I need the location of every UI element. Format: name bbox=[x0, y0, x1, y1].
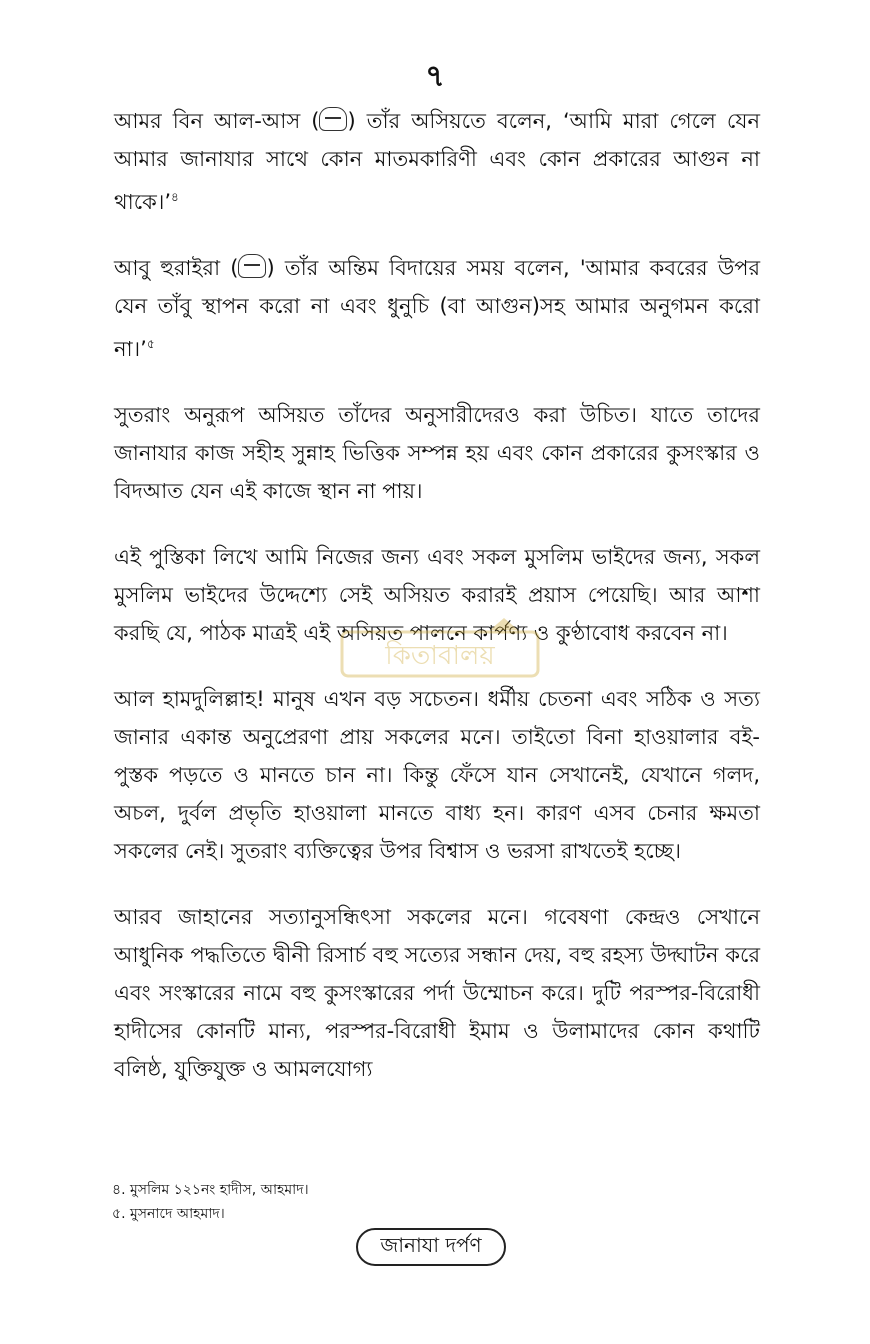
footnote-ref-5: ৫ bbox=[146, 337, 155, 351]
footnotes bbox=[112, 1178, 758, 1226]
footnote-4: ৪. মুসলিম ১২১নং হাদীস, আহমাদ। bbox=[112, 1182, 309, 1198]
paragraph-2 bbox=[114, 249, 760, 368]
paragraph-1-after: ) তাঁর অসিয়তে বলেন, ‘আমি মারা গেলে যেন আমার জানাযার সাথে কোন মাতমকারিণী এবং কোন প্রকারের আগুন না থাকে।’ bbox=[114, 109, 760, 214]
paragraph-2-before: আবু হুরাইরা ( bbox=[114, 256, 239, 280]
paragraph-1 bbox=[114, 102, 760, 221]
footnote-5: ৫. মুসনাদে আহমাদ। bbox=[112, 1206, 225, 1222]
paragraph-4: এই পুস্তিকা লিখে আমি নিজের জন্য এবং সকল মুসলিম ভাইদের জন্য, সকল মুসলিম ভাইদের উদ্দেশ্যে সেই অসিয়ত করারই প্রয়াস পেয়েছি। আর আশা করছি যে, পাঠক মাত্রই এই অসিয়ত পালনে কার্পণ্য ও কুণ্ঠাবোধ করবেন না। bbox=[114, 545, 760, 645]
paragraph-2-after: ) তাঁর অন্তিম বিদায়ের সময় বলেন, 'আমার কবরের উপর যেন তাঁবু স্থাপন করো না এবং ধুনুচি (বা আগুন)সহ আমার অনুগমন করো না।’ bbox=[114, 256, 760, 361]
honorific-symbol-icon bbox=[238, 254, 266, 278]
body-text bbox=[114, 102, 760, 1116]
paragraph-5: আল হামদুলিল্লাহ! মানুষ এখন বড় সচেতন। ধর্মীয় চেতনা এবং সঠিক ও সত্য জানার একান্ত অনুপ্রেরণা প্রায় সকলের মনে। তাইতো বিনা হাওয়ালার বই-পুস্তক পড়তে ও মানতে চান না। কিন্তু ফেঁসে যান সেখানেই, যেখানে গলদ, অচল, দুর্বল প্রভৃতি হাওয়ালা মানতে বাধ্য হন। কারণ এসব চেনার ক্ষমতা সকলের নেই। সুতরাং ব্যক্তিত্বের উপর বিশ্বাস ও ভরসা রাখতেই হচ্ছে। bbox=[114, 687, 760, 863]
footnote-ref-4: ৪ bbox=[171, 190, 179, 204]
watermark-text: কিতাবালয় bbox=[385, 641, 495, 671]
page-number: ৭ bbox=[425, 59, 445, 94]
paragraph-1-before: আমর বিন আল-আস ( bbox=[114, 109, 320, 133]
watermark-logo bbox=[340, 612, 540, 680]
paragraph-3: সুতরাং অনুরূপ অসিয়ত তাঁদের অনুসারীদেরও করা উচিত। যাতে তাদের জানাযার কাজ সহীহ সুন্নাহ ভিত্তিক সম্পন্ন হয় এবং কোন প্রকারের কুসংস্কার ও বিদআত যেন এই কাজে স্থান না পায়। bbox=[114, 403, 760, 503]
paragraph-6: আরব জাহানের সত্যানুসন্ধিৎসা সকলের মনে। গবেষণা কেন্দ্রও সেখানে আধুনিক পদ্ধতিতে দ্বীনী রিসার্চ বহু সত্যের সন্ধান দেয়, বহু রহস্য উদ্ঘাটন করে এবং সংস্কারের নামে বহু কুসংস্কারের পর্দা উম্মোচন করে। দুটি পরস্পর-বিরোধী হাদীসের কোনটি মান্য, পরস্পর-বিরোধী ইমাম ও উলামাদের কোন কথাটি বলিষ্ঠ, যুক্তিযুক্ত ও আমলযোগ্য bbox=[114, 905, 760, 1081]
honorific-symbol-icon bbox=[319, 107, 347, 131]
footer-book-title: জানাযা দর্পণ bbox=[356, 1228, 506, 1266]
